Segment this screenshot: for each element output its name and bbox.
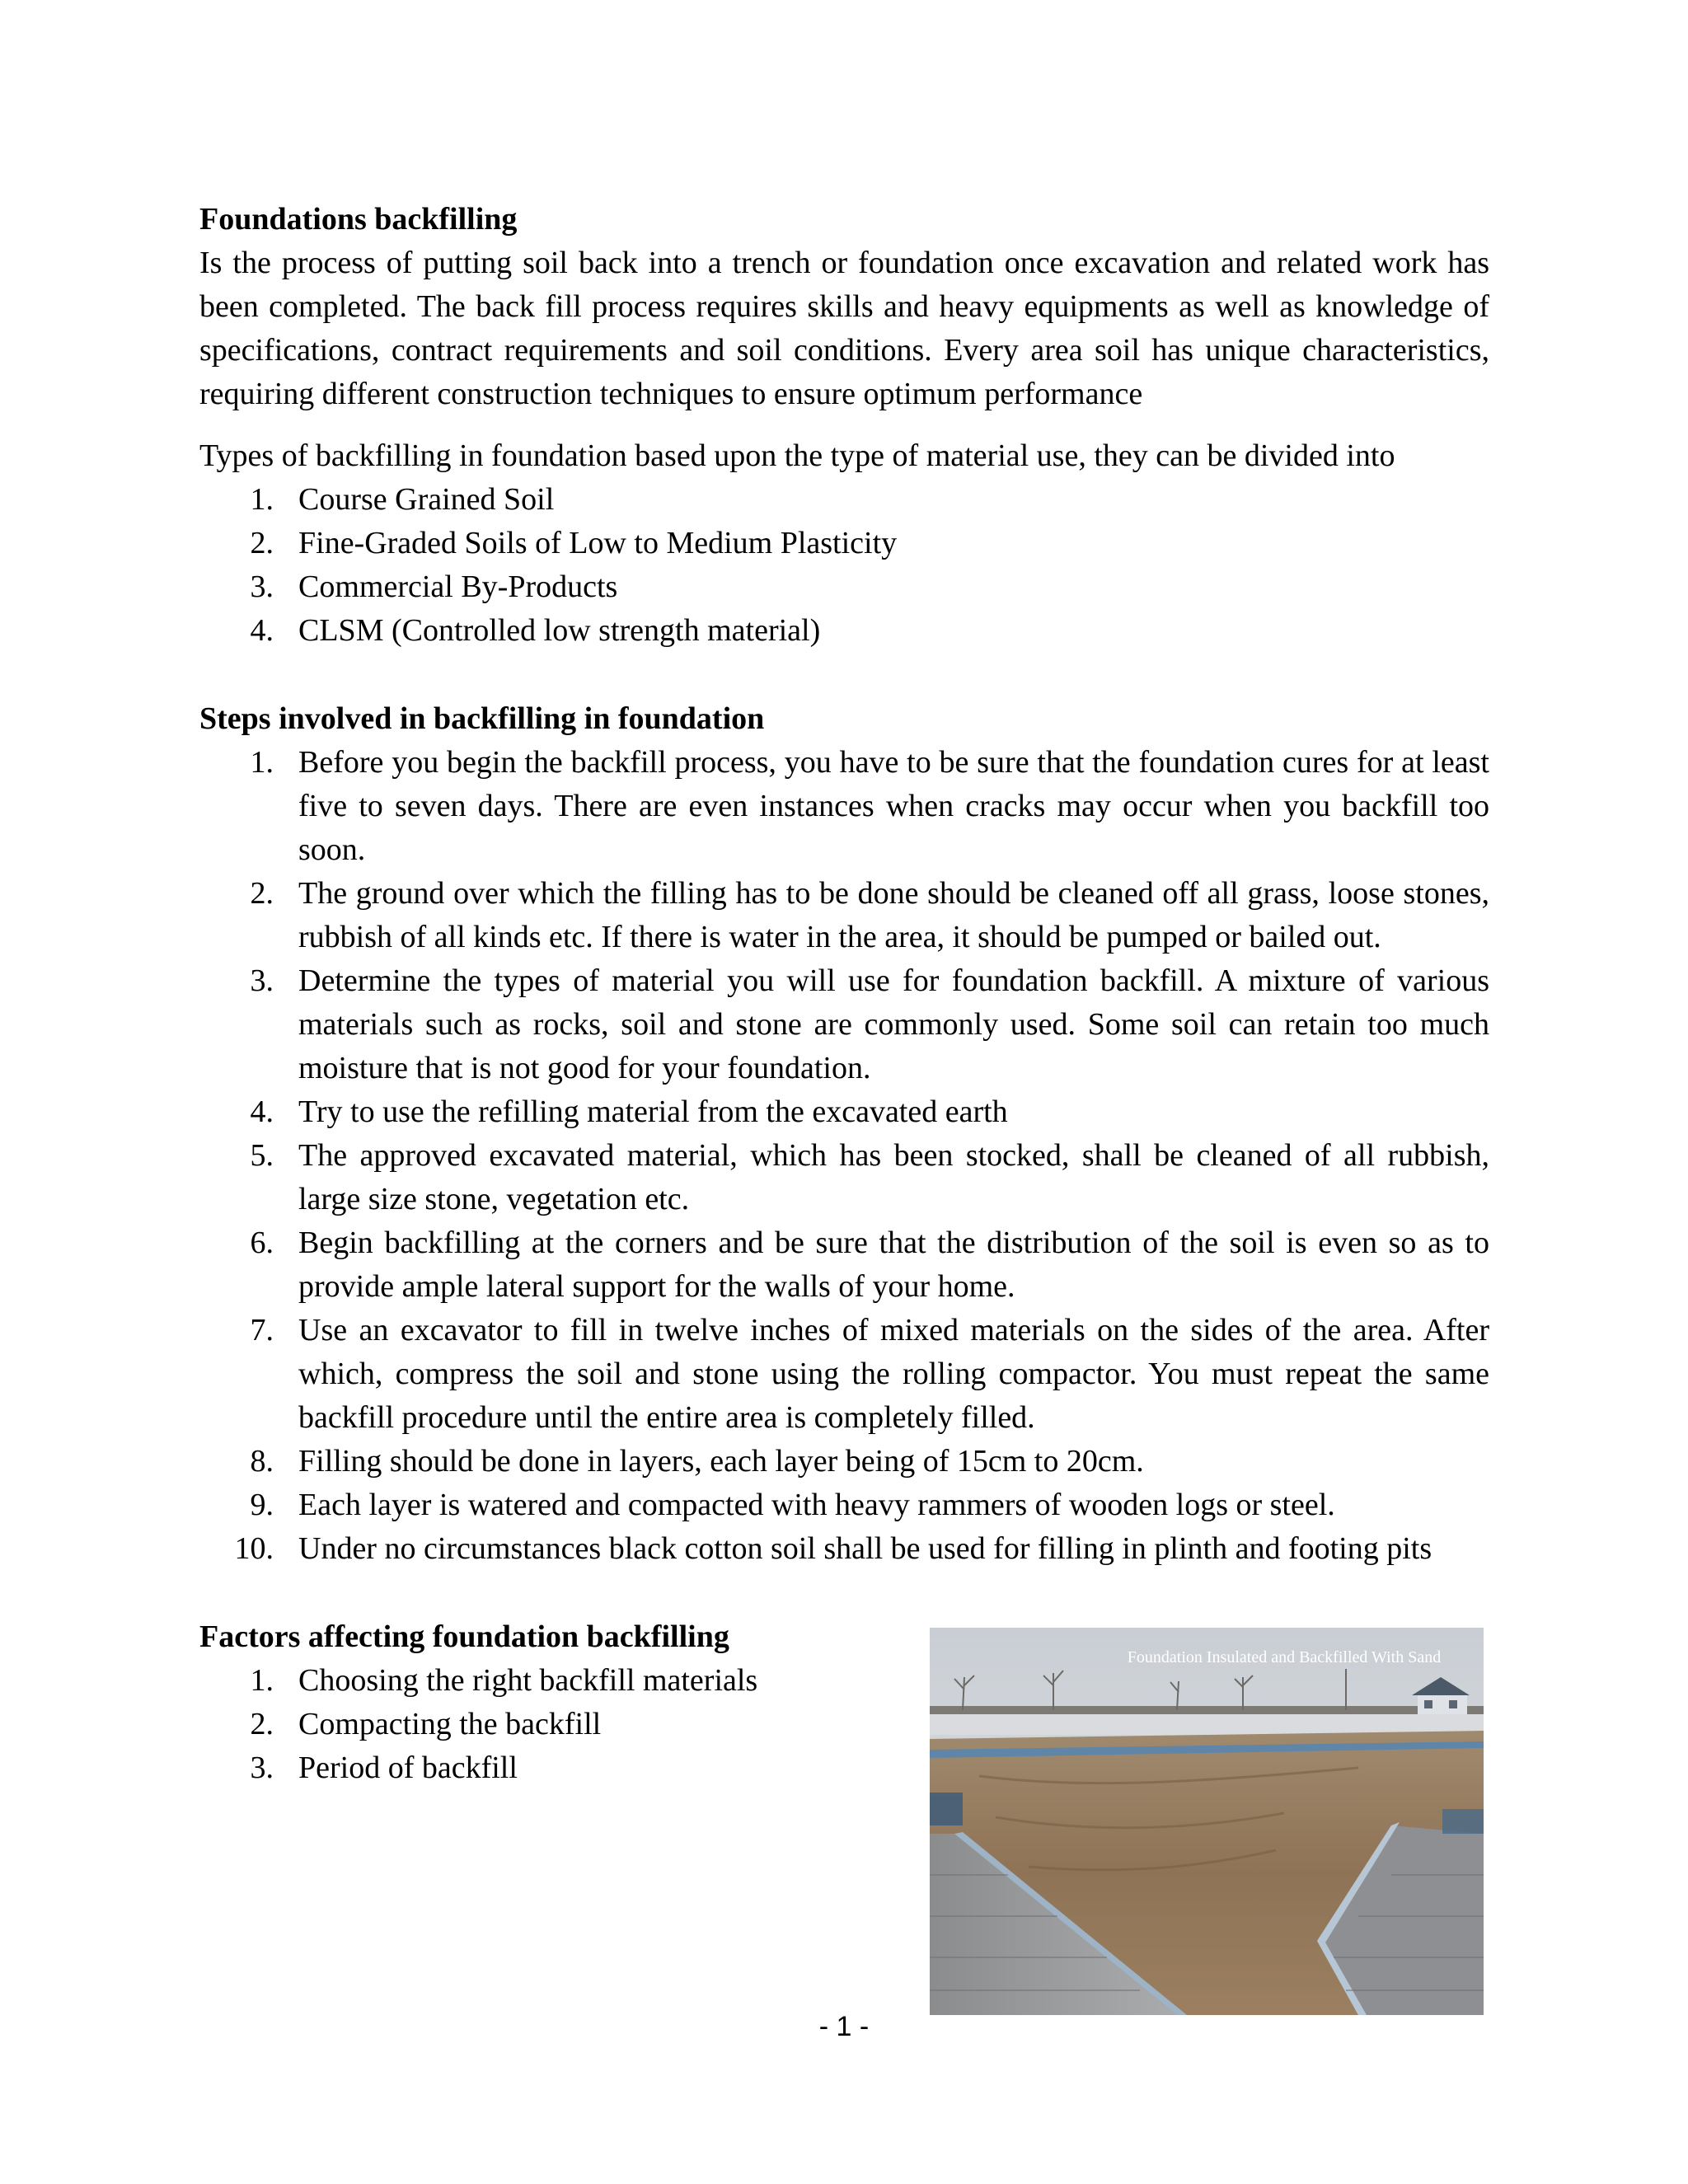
list-number: 1. [250,482,274,517]
list-number: 5. [250,1138,274,1173]
list-text: The ground over which the filling has to be done should be cleaned off all grass, loose stones, rubbish of all kinds etc. If there is water in the area, it should be pumped or bailed out. [298,876,1489,954]
list-number: 3. [250,963,274,998]
list-text: Try to use the refilling material from the excavated earth [298,1094,1008,1129]
list-text: Period of backfill [298,1750,518,1785]
list-item [199,522,1489,565]
photo-caption: Foundation Insulated and Backfilled With Sand [1127,1648,1442,1666]
list-text: Use an excavator to fill in twelve inches of mixed materials on the sides of the area. After which, compress the soil and stone using the rolling compactor. You must repeat the same backfill procedure until the entire area is completely filled. [298,1313,1489,1435]
list-item [199,1440,1489,1483]
list-number: 4. [250,613,274,648]
list-text: Commercial By-Products [298,569,618,604]
list-text: Before you begin the backfill process, you have to be sure that the foundation cures for at least five to seven days. There are even instances when cracks may occur when you backfill too soon. [298,745,1489,867]
list-number: 6. [250,1226,274,1260]
list-item [199,1483,1489,1527]
section-title-backfilling: Foundations backfilling [199,202,518,237]
list-text: The approved excavated material, which has been stocked, shall be cleaned of all rubbish, large size stone, vegetation etc. [298,1138,1489,1216]
list-text: Under no circumstances black cotton soil shall be used for filling in plinth and footing pits [298,1531,1432,1566]
list-number: 3. [250,1750,274,1785]
list-text: Course Grained Soil [298,482,555,517]
list-item [199,1221,1489,1309]
list-number: 1. [250,745,274,780]
list-item [199,609,1489,653]
list-item [199,741,1489,872]
list-text: Choosing the right backfill materials [298,1663,758,1698]
types-list [199,478,1489,653]
list-text: Fine-Graded Soils of Low to Medium Plasticity [298,526,898,560]
list-item [199,959,1489,1090]
list-item [199,1309,1489,1440]
list-item [199,1134,1489,1221]
list-number: 7. [250,1313,274,1347]
list-number: 8. [250,1444,274,1479]
foundation-photo [930,1628,1484,2015]
list-item [199,565,1489,609]
list-item [199,1090,1489,1134]
intro-paragraph: Is the process of putting soil back into a trench or foundation once excavation and related work has been completed. The back fill process requires skills and heavy equipments as well as knowledge of specifications, contract requirements and soil conditions. Every area soil has unique characteristics, requiring different construction techniques to ensure optimum performance [199,246,1489,411]
content-column [199,198,1489,1790]
list-item [199,872,1489,959]
list-text: CLSM (Controlled low strength material) [298,613,821,648]
list-number: 2. [250,876,274,911]
list-item [199,1527,1489,1571]
list-text: Determine the types of material you will use for foundation backfill. A mixture of various materials such as rocks, soil and stone are commonly used. Some soil can retain too much moisture that is not good for your foundation. [298,963,1489,1085]
list-number: 3. [250,569,274,604]
list-number: 4. [250,1094,274,1129]
page-number: - 1 - [818,2011,870,2042]
types-intro: Types of backfilling in foundation based upon the type of material use, they can be divided into [199,438,1395,473]
list-item [199,478,1489,522]
section-title-factors: Factors affecting foundation backfilling [199,1619,729,1654]
list-number: 2. [250,526,274,560]
section-title-steps: Steps involved in backfilling in foundation [199,701,765,736]
list-text: Compacting the backfill [298,1707,602,1741]
list-text: Begin backfilling at the corners and be sure that the distribution of the soil is even so as to provide ample lateral support for the walls of your home. [298,1226,1489,1304]
list-number: 2. [250,1707,274,1741]
list-number: 9. [250,1488,274,1522]
list-number: 10. [234,1531,274,1566]
list-number: 1. [250,1663,274,1698]
list-text: Filling should be done in layers, each layer being of 15cm to 20cm. [298,1444,1144,1479]
steps-list [199,741,1489,1571]
list-text: Each layer is watered and compacted with heavy rammers of wooden logs or steel. [298,1488,1335,1522]
